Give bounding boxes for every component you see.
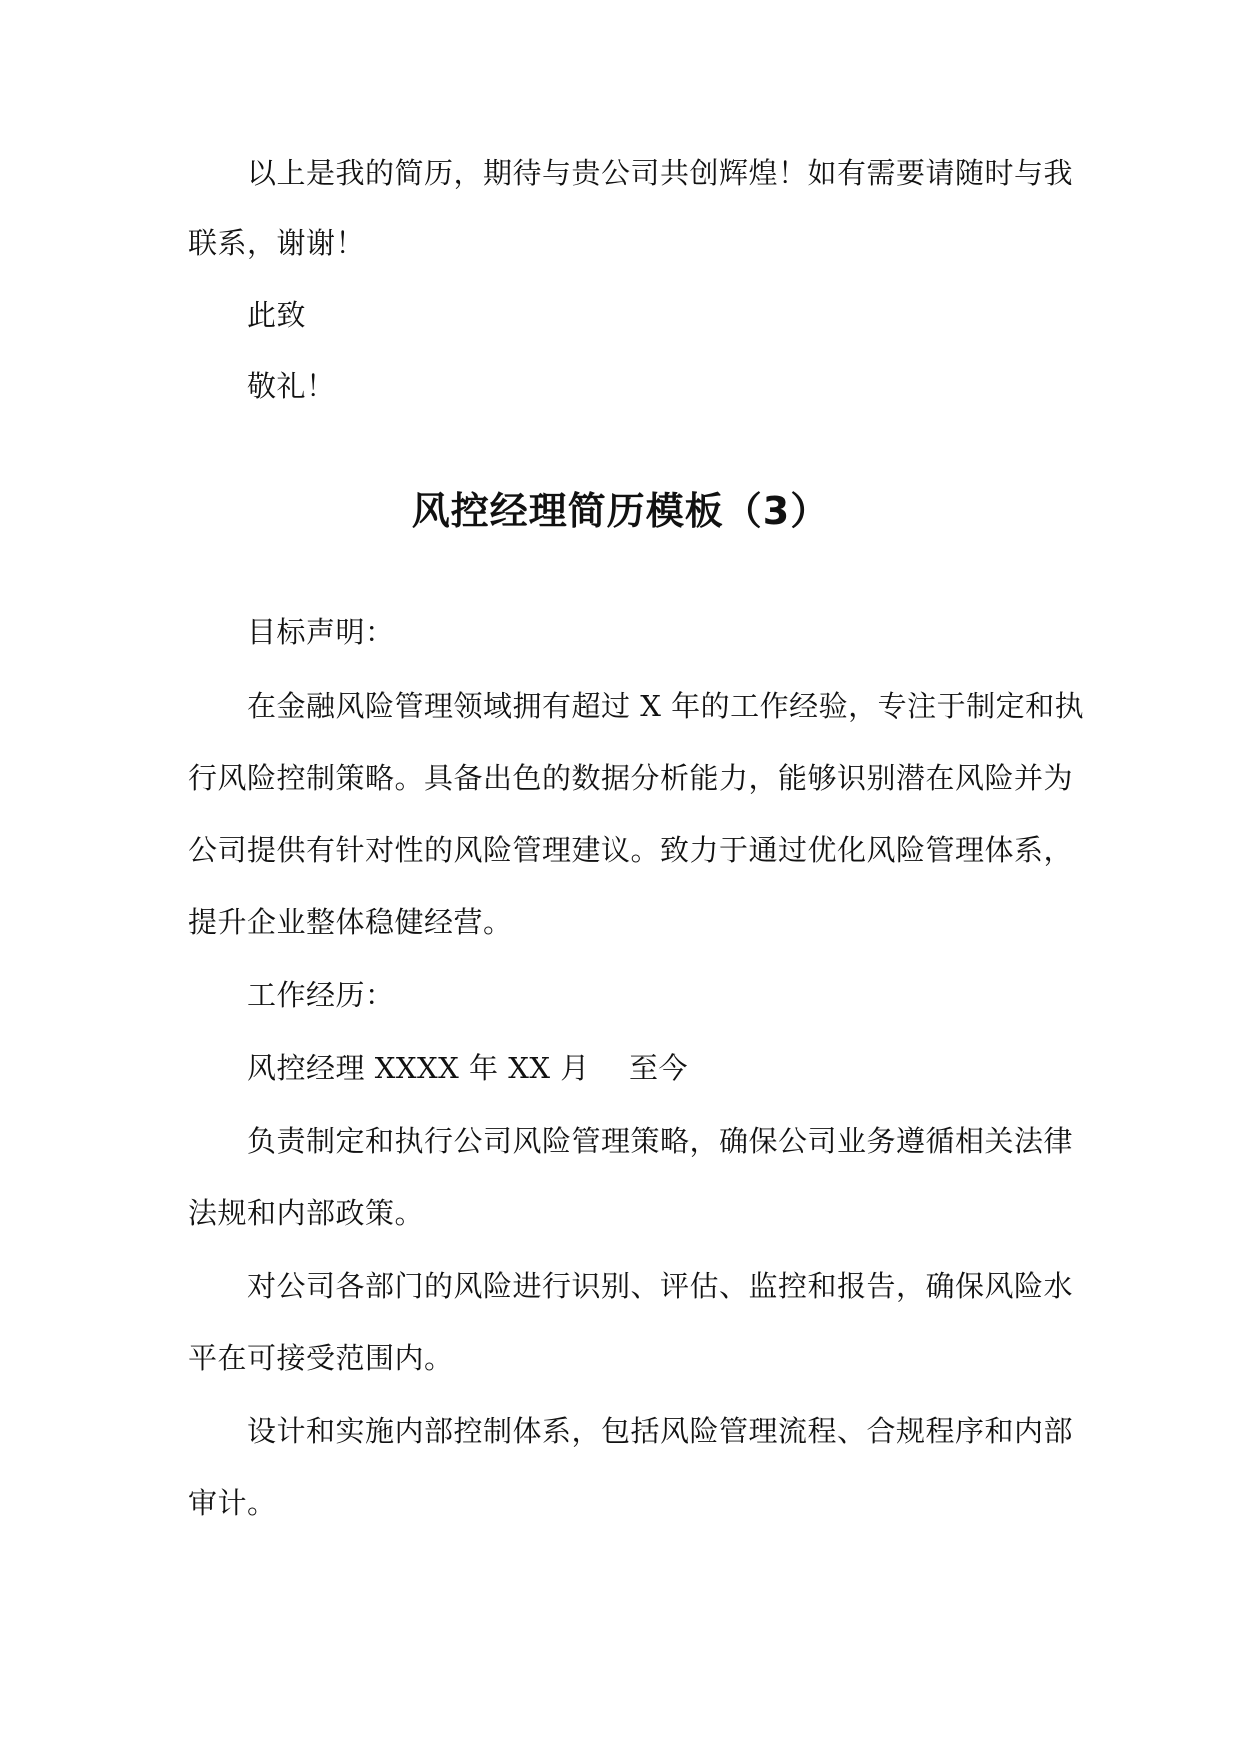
- experience-position: 风控经理 XXXX 年 XX 月 至今: [247, 1051, 688, 1085]
- objective-line-4: 提升企业整体稳健经营。: [188, 905, 513, 939]
- objective-heading: 目标声明：: [247, 615, 395, 649]
- duty-2-line-1: 对公司各部门的风险进行识别、评估、监控和报告，确保风险水: [247, 1269, 1074, 1303]
- closing-salutation: 此致: [247, 298, 307, 332]
- closing-line-2: 联系，谢谢！: [188, 226, 366, 260]
- objective-line-1: 在金融风险管理领域拥有超过 X 年的工作经验，专注于制定和执: [247, 689, 1085, 723]
- experience-heading: 工作经历：: [247, 978, 395, 1012]
- objective-line-2: 行风险控制策略。具备出色的数据分析能力，能够识别潜在风险并为: [188, 761, 1074, 795]
- objective-line-3: 公司提供有针对性的风险管理建议。致力于通过优化风险管理体系，: [188, 833, 1074, 867]
- resume-title: 风控经理简历模板（3）: [411, 489, 830, 533]
- closing-line-1: 以上是我的简历，期待与贵公司共创辉煌！如有需要请随时与我: [247, 156, 1074, 190]
- duty-1-line-2: 法规和内部政策。: [188, 1196, 425, 1230]
- duty-3-line-1: 设计和实施内部控制体系，包括风险管理流程、合规程序和内部: [247, 1414, 1074, 1448]
- duty-2-line-2: 平在可接受范围内。: [188, 1341, 454, 1375]
- duty-3-line-2: 审计。: [188, 1486, 277, 1520]
- duty-1-line-1: 负责制定和执行公司风险管理策略，确保公司业务遵循相关法律: [247, 1124, 1074, 1158]
- closing-regards: 敬礼！: [247, 369, 336, 403]
